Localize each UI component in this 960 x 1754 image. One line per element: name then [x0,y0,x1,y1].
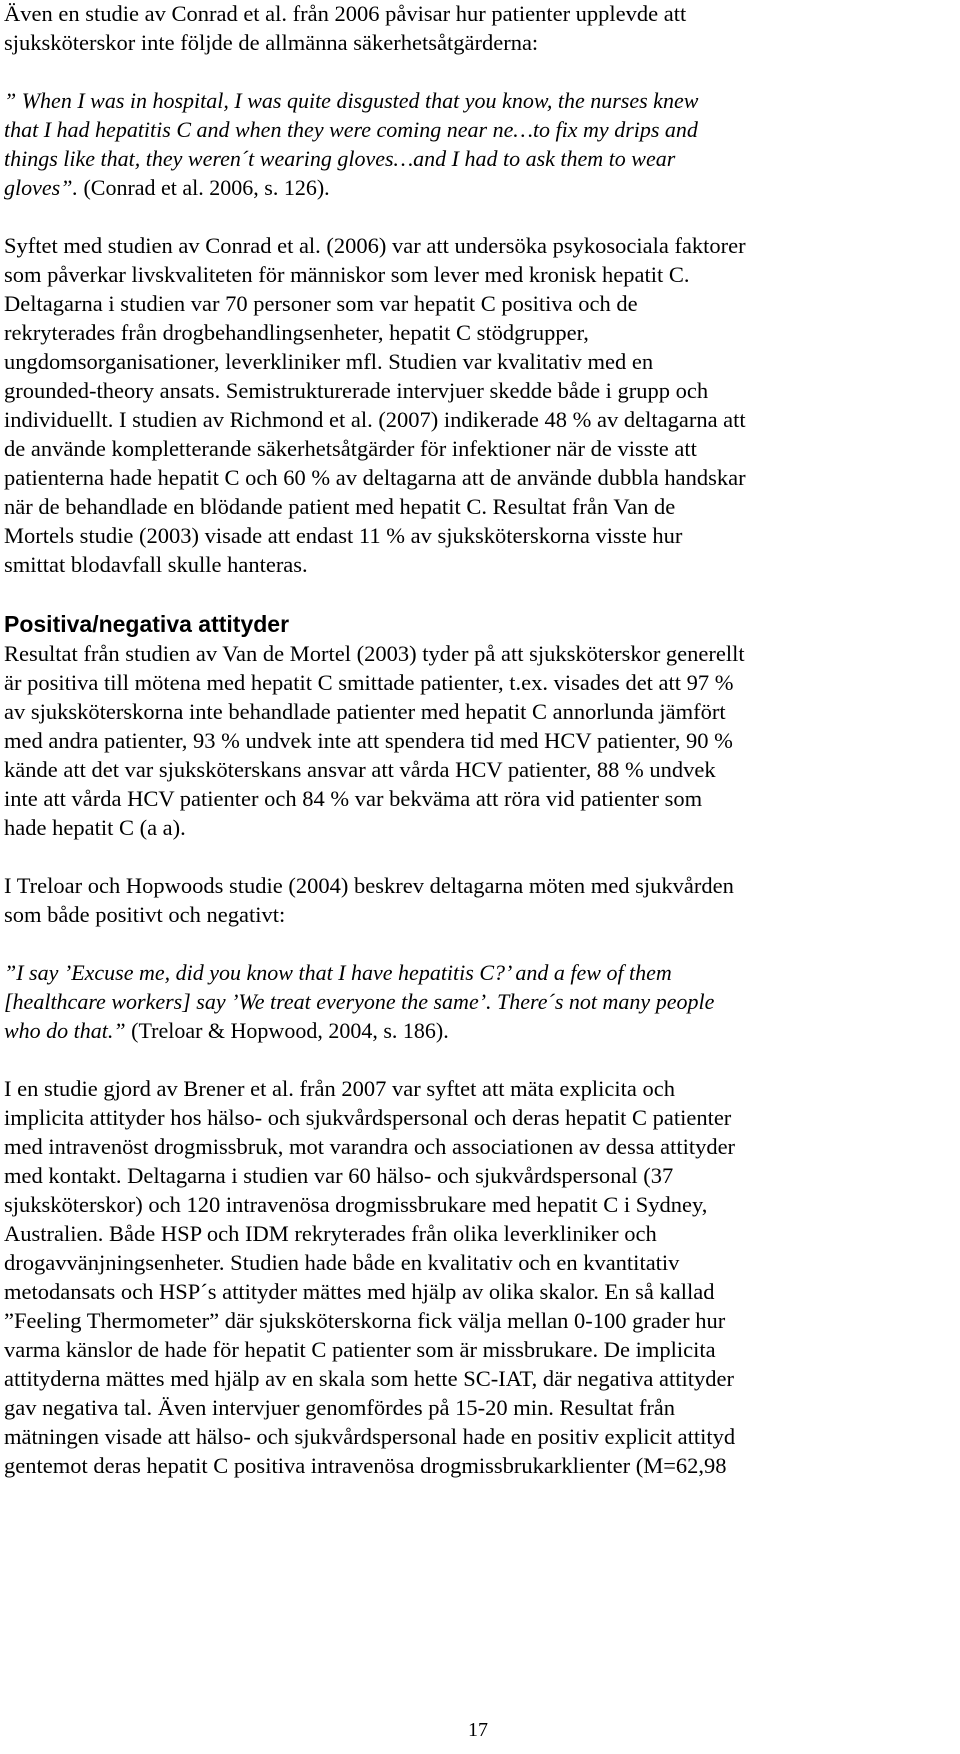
text-line: med intravenöst drogmissbruk, mot varandra och associationen av dessa attityder [4,1134,736,1159]
citation-text: (Treloar & Hopwood, 2004, s. 186). [125,1018,449,1043]
text-line: varma känslor de hade för hepatit C patienter som är missbrukare. De implicita [4,1337,716,1362]
text-line: gentemot deras hepatit C positiva intravenösa drogmissbrukarklienter (M=62,98 [4,1453,727,1478]
text-line: mätningen visade att hälso- och sjukvårdspersonal hade en positiv explicit attityd [4,1424,736,1449]
quote-line [4,174,330,202]
text-line: implicita attityder hos hälso- och sjukvårdspersonal och deras hepatit C patienter [4,1105,732,1130]
text-line: sjuksköterskor inte följde de allmänna säkerhetsåtgärderna: [4,30,539,55]
text-line: Syftet med studien av Conrad et al. (2006) var att undersöka psykosociala faktorer [4,233,746,258]
text-line: attityderna mättes med hjälp av en skala som hette SC-IAT, där negativa attityder [4,1366,734,1391]
text-line: drogavvänjningsenheter. Studien hade både en kvalitativ och en kvantitativ [4,1250,680,1275]
text-line: gav negativa tal. Även intervjuer genomfördes på 15-20 min. Resultat från [4,1395,676,1420]
text-line: patienterna hade hepatit C och 60 % av deltagarna att de använde dubbla handskar [4,465,746,490]
quote-line [4,988,714,1016]
text-line: individuellt. I studien av Richmond et al. (2007) indikerade 48 % av deltagarna att [4,407,746,432]
quote-text: gloves”. [4,175,78,200]
text-line: kände att det var sjuksköterskans ansvar att vårda HCV patienter, 88 % undvek [4,757,716,782]
quote-line [4,145,675,173]
text-line: hade hepatit C (a a). [4,815,186,840]
text-line: Resultat från studien av Van de Mortel (2003) tyder på att sjuksköterskor generellt [4,641,745,666]
text-line: är positiva till mötena med hepatit C smittade patienter, t.ex. visades det att 97 % [4,670,734,695]
quote-text: things like that, they weren´t wearing gloves…and I had to ask them to wear [4,146,676,171]
text-line: som påverkar livskvaliteten för människor som lever med kronisk hepatit C. [4,262,690,287]
quote-text: ” When I was in hospital, I was quite disgusted that you know, the nurses knew [4,88,699,113]
text-line: I en studie gjord av Brener et al. från 2007 var syftet att mäta explicita och [4,1076,676,1101]
quote-text: who do that.” [4,1018,126,1043]
quote-line [4,1017,449,1045]
text-line: grounded-theory ansats. Semistrukturerade intervjuer skedde både i grupp och [4,378,709,403]
quote-line [4,87,698,115]
quote-text: that I had hepatitis C and when they were coming near ne…to fix my drips and [4,117,698,142]
text-line: metodansats och HSP´s attityder mättes med hjälp av olika skalor. En så kallad [4,1279,715,1304]
text-line: av sjuksköterskorna inte behandlade patienter med hepatit C annorlunda jämfört [4,699,726,724]
text-line: smittat blodavfall skulle hanteras. [4,552,308,577]
text-line: Deltagarna i studien var 70 personer som var hepatit C positiva och de [4,291,638,316]
text-line: ”Feeling Thermometer” där sjuksköterskorna fick välja mellan 0-100 grader hur [4,1308,726,1333]
text-line: Australien. Både HSP och IDM rekryterades från olika leverkliniker och [4,1221,657,1246]
page-number: 17 [468,1719,488,1741]
text-line: I Treloar och Hopwoods studie (2004) beskrev deltagarna möten med sjukvården [4,873,734,898]
quote-text: [healthcare workers] say ’We treat everyone the same’. There´s not many people [4,989,715,1014]
text-line: Mortels studie (2003) visade att endast 11 % av sjuksköterskorna visste hur [4,523,683,548]
quote-line [4,116,698,144]
text-line: när de behandlade en blödande patient med hepatit C. Resultat från Van de [4,494,676,519]
section-heading: Positiva/negativa attityder [4,611,290,637]
text-line: som både positivt och negativt: [4,902,286,927]
text-line: sjuksköterskor) och 120 intravenösa drogmissbrukare med hepatit C i Sydney, [4,1192,708,1217]
text-line: med kontakt. Deltagarna i studien var 60 hälso- och sjukvårdspersonal (37 [4,1163,674,1188]
text-line: ungdomsorganisationer, leverkliniker mfl. Studien var kvalitativ med en [4,349,654,374]
quote-line [4,959,672,987]
text-line: de använde kompletterande säkerhetsåtgärder för infektioner när de visste att [4,436,697,461]
quote-text: ”I say ’Excuse me, did you know that I have hepatitis C?’ and a few of them [4,960,672,985]
text-line: rekryterades från drogbehandlingsenheter, hepatit C stödgrupper, [4,320,589,345]
text-line: Även en studie av Conrad et al. från 2006 påvisar hur patienter upplevde att [4,1,687,26]
text-line: inte att vårda HCV patienter och 84 % var bekväma att röra vid patienter som [4,786,703,811]
text-line: med andra patienter, 93 % undvek inte att spendera tid med HCV patienter, 90 % [4,728,733,753]
citation-text: (Conrad et al. 2006, s. 126). [77,175,330,200]
